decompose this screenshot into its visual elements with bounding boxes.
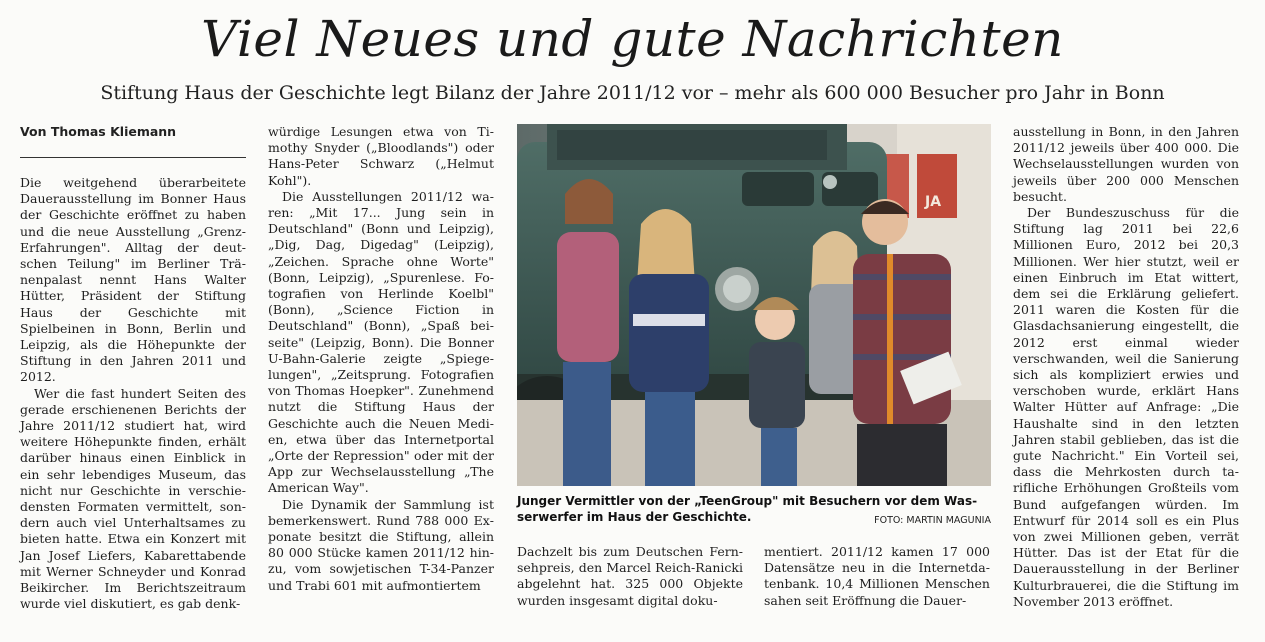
photo-caption: Junger Vermittler von der „TeenGroup" mit Besuchern vor dem Wasserwerfer im Haus der Geschichte. [517,494,978,524]
article-column-1 [20,175,246,612]
article-column-4 [764,544,990,609]
paragraph: Wer die fast hundert Seiten des gerade erschienenen Berichts der Jahre 2011/12 studiert hat, wird weitere Höhepunkte finden, erhält darüber hinaus einen Einblick in ein sehr lebendiges Museum, das nicht nur Geschichte in verschiedensten Formaten vermittelt, sondern auch viel Unterhaltsames zu bieten hatte. Etwa ein Konzert mit Jan Josef Liefers, Kabarettabende mit Werner Schneyder und Konrad Beikircher. Im Berichtszeitraum wurde viel diskutiert, es gab denk- [20,385,246,612]
headline: Viel Neues und gute Nachrichten [201,10,1064,68]
byline: Von Thomas Kliemann [20,124,177,139]
paragraph: Die Ausstellungen 2011/12 waren: „Mit 17... Jung sein in Deutschland" (Bonn und Leipzig), „Dig, Dag, Digedag" (Leipzig), „Zeichen. Sprache ohne Worte" (Bonn, Leipzig), „Spurenlese. Fotografien von Herlinde Koelbl" (Bonn), „Science Fiction in Deutschland" (Bonn), „Spaß beiseite" (Leipzig, Bonn). Die Bonner U-Bahn-Galerie zeigte „Spiegelungen", „Zeitsprung. Fotografien von Thomas Hoepker". Zunehmend nutzt die Stiftung Haus der Geschichte auch die Neuen Medien, etwa über das Internetportal „Orte der Repression" oder mit der App zur Wechselausstellung „The American Way". [268,188,494,496]
article-column-3 [517,544,743,609]
paragraph: ausstellung in Bonn, in den Jahren 2011/12 jeweils über 400 000. Die Wechselausstellungen wurden von jeweils über 200 000 Menschen besucht. [1013,124,1239,204]
byline-divider [20,157,246,158]
paragraph: mentiert. 2011/12 kamen 17 000 Datensätze neu in die Internetdatenbank. 10,4 Millionen Menschen sahen seit Eröffnung die Dauer- [764,544,990,608]
article-photo [517,124,991,486]
paragraph: Dachzelt bis zum Deutschen Fernsehpreis, den Marcel Reich-Ranicki abgelehnt hat. 325 000 Objekte wurden insgesamt digital doku- [517,544,743,608]
photo-credit: FOTO: MARTIN MAGUNIA [874,515,991,526]
paragraph: würdige Lesungen etwa von Timothy Snyder („Bloodlands") oder Hans-Peter Schwarz („Helmut Kohl"). [268,124,494,188]
paragraph: Die Dynamik der Sammlung ist bemerkenswert. Rund 788 000 Exponate besitzt die Stiftung, allein 80 000 Stücke kamen 2011/12 hinzu, vom sowjetischen T-34-Panzer und Trabi 601 mit aufmontiertem [268,496,494,593]
article-column-2 [268,124,494,594]
article-column-5 [1013,124,1239,610]
paragraph: Der Bundeszuschuss für die Stiftung lag 2011 bei 22,6 Millionen Euro, 2012 bei 20,3 Millionen. Wer hier stutzt, weil er einen Einbruch im Etat wittert, dem sei die Erklärung geliefert. 2011 waren die Kosten für die Glasdachsanierung eingestellt, die 2012 erst einmal wieder verschwanden, weil die Sanierung sich als kompliziert erwies und verschoben wurde, erklärt Hans Walter Hütter auf Anfrage: „Die Haushalte sind in den letzten Jahren stabil geblieben, das ist die gute Nachricht." Ein Vorteil sei, dass die Mehrkosten durch tarifliche Erhöhungen Großteils vom Bund aufgefangen würden. Im Entwurf für 2014 soll es ein Plus von zwei Millionen geben, verrät Hütter. Das ist der Etat für die Dauerausstellung in der Berliner Kulturbrauerei, die die Stiftung im November 2013 eröffnet. [1013,205,1239,609]
poster-sign-text: JA [925,194,942,210]
paragraph: Die weitgehend überarbeitete Dauerausstellung im Bonner Haus der Geschichte eröffnet zu haben und die neue Ausstellung „GrenzErfahrungen". Alltag der deutschen Teilung" im Berliner Tränenpalast nennt Hans Walter Hütter, Präsident der Stiftung Haus der Geschichte mit Spielbeinen in Bonn, Berlin und Leipzig, als die Höhepunkte der Stiftung in den Jahren 2011 und 2012. [20,175,246,385]
subheadline: Stiftung Haus der Geschichte legt Bilanz der Jahre 2011/12 vor – mehr als 600 000 Besucher pro Jahr in Bonn [100,82,1165,104]
